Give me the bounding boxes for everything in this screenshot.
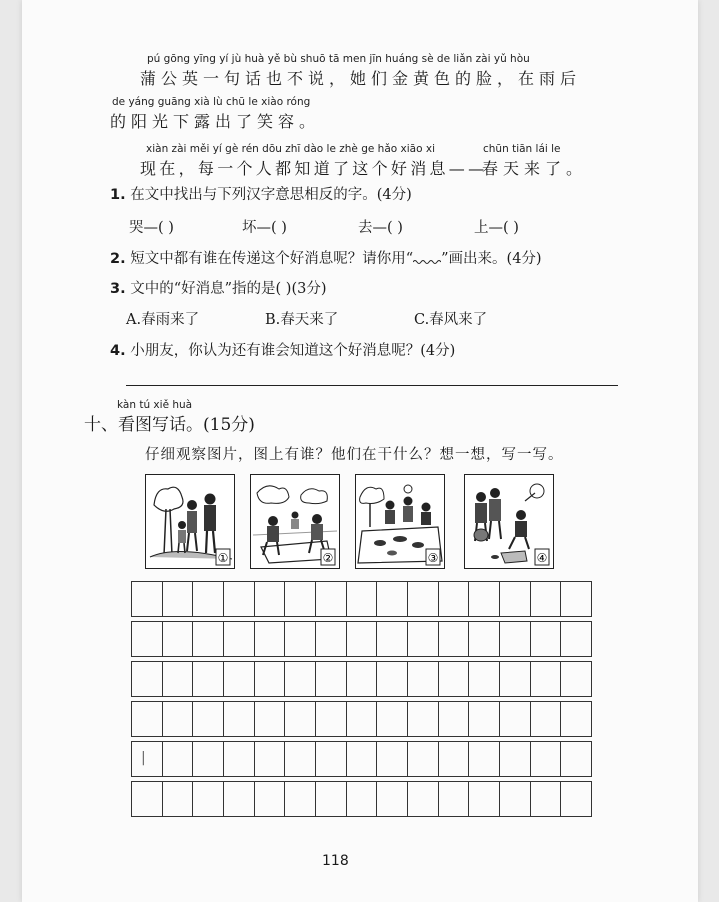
grid-cell[interactable] (132, 582, 163, 616)
grid-row (131, 701, 592, 737)
grid-cell[interactable] (377, 702, 408, 736)
question-1-number: 1. (110, 187, 126, 203)
grid-cell[interactable] (500, 742, 531, 776)
grid-cell[interactable] (224, 662, 255, 696)
section10-heading: 十、看图写话。(15分) (84, 415, 255, 435)
grid-cell[interactable] (347, 702, 378, 736)
grid-cell[interactable] (193, 582, 224, 616)
grid-cell[interactable] (316, 782, 347, 816)
passage-line2-pinyin: de yáng guāng xià lù chū le xiào róng (112, 96, 311, 108)
grid-cell[interactable] (224, 622, 255, 656)
section10-instruction: 仔细观察图片，图上有谁？他们在干什么？想一想，写一写。 (145, 447, 564, 463)
grid-cell[interactable] (132, 782, 163, 816)
question-3 (110, 277, 327, 298)
picnic-meal-illustration (356, 475, 444, 568)
grid-cell[interactable] (193, 662, 224, 696)
passage-line1-text: 蒲公英一句话也不说，她们金黄色的脸，在雨后 (140, 69, 582, 88)
passage-line3-pinyin-b: chūn tiān lái le (483, 143, 561, 155)
grid-cell[interactable] (132, 622, 163, 656)
question-3-text: 文中的“好消息”指的是( )(3分) (130, 281, 327, 297)
question-2-text-a: 短文中都有谁在传递这个好消息呢？请你用“ (130, 251, 414, 267)
grid-cell[interactable] (500, 622, 531, 656)
grid-cell[interactable] (439, 782, 470, 816)
question-2 (110, 247, 542, 268)
q1-item-4[interactable]: 上—( ) (474, 220, 519, 236)
cleaning-up-illustration (465, 475, 553, 568)
grid-cell[interactable] (561, 662, 591, 696)
grid-cell[interactable] (561, 782, 591, 816)
grid-cell[interactable] (469, 622, 500, 656)
grid-cell[interactable] (347, 742, 378, 776)
grid-cell[interactable] (163, 702, 194, 736)
grid-cell[interactable] (285, 742, 316, 776)
q1-item-2[interactable]: 坏—( ) (242, 220, 287, 236)
grid-cell[interactable] (255, 742, 286, 776)
grid-row (131, 781, 592, 817)
grid-cell[interactable] (469, 742, 500, 776)
q3-option-a[interactable]: A.春雨来了 (126, 312, 200, 328)
picture-2 (250, 474, 340, 569)
grid-cell[interactable] (469, 582, 500, 616)
question-3-number: 3. (110, 281, 126, 297)
grid-cell[interactable] (224, 702, 255, 736)
grid-cell[interactable] (285, 582, 316, 616)
grid-cell[interactable] (439, 742, 470, 776)
grid-cell[interactable] (408, 782, 439, 816)
grid-cell[interactable] (347, 622, 378, 656)
grid-cell[interactable] (531, 622, 562, 656)
grid-cell[interactable] (285, 622, 316, 656)
kids-spread-cloth-illustration (251, 475, 339, 568)
grid-cell[interactable] (316, 622, 347, 656)
picture-4 (464, 474, 554, 569)
grid-cell[interactable] (255, 582, 286, 616)
question-1-text: 在文中找出与下列汉字意思相反的字。(4分) (130, 187, 412, 203)
picture-3-label: ③ (427, 551, 439, 565)
grid-cell[interactable] (224, 782, 255, 816)
question-2-number: 2. (110, 251, 126, 267)
grid-cell[interactable] (255, 782, 286, 816)
page-number: 118 (322, 853, 349, 869)
picture-1 (145, 474, 235, 569)
q3-option-c[interactable]: C.春风来了 (414, 312, 488, 328)
grid-cell[interactable] (132, 742, 163, 776)
grid-cell[interactable] (408, 702, 439, 736)
picture-2-label: ② (322, 551, 334, 565)
grid-cell[interactable] (561, 582, 591, 616)
grid-cell[interactable] (347, 782, 378, 816)
grid-cell[interactable] (255, 702, 286, 736)
grid-cell[interactable] (531, 582, 562, 616)
question-4-text: 小朋友，你认为还有谁会知道这个好消息呢？(4分) (130, 343, 456, 359)
grid-cell[interactable] (439, 702, 470, 736)
grid-cell[interactable] (163, 622, 194, 656)
grid-cell[interactable] (285, 782, 316, 816)
worksheet-page (22, 0, 698, 902)
question-4 (110, 339, 455, 360)
grid-row (131, 661, 592, 697)
grid-cell[interactable] (347, 582, 378, 616)
grid-cell[interactable] (439, 582, 470, 616)
wavy-underline-icon (413, 259, 441, 265)
grid-cell[interactable] (255, 662, 286, 696)
grid-cell[interactable] (408, 582, 439, 616)
grid-cell[interactable] (132, 662, 163, 696)
grid-row (131, 581, 592, 617)
passage-line2-text: 的阳光下露出了笑容。 (110, 112, 321, 131)
grid-cell[interactable] (224, 742, 255, 776)
pencil-mark: | (141, 750, 146, 766)
grid-cell[interactable] (500, 702, 531, 736)
grid-cell[interactable] (316, 742, 347, 776)
grid-cell[interactable] (163, 742, 194, 776)
grid-cell[interactable] (193, 782, 224, 816)
grid-cell[interactable] (439, 662, 470, 696)
grid-cell[interactable] (377, 582, 408, 616)
q1-item-3[interactable]: 去—( ) (358, 220, 403, 236)
grid-cell[interactable] (163, 662, 194, 696)
grid-cell[interactable] (224, 582, 255, 616)
grid-cell[interactable] (255, 622, 286, 656)
grid-cell[interactable] (193, 622, 224, 656)
grid-cell[interactable] (469, 702, 500, 736)
passage-line3-text-b: 春天来了。 (482, 159, 588, 178)
passage-line3-text-a: 现在，每一个人都知道了这个好消息—— (140, 159, 488, 178)
grid-row (131, 741, 592, 777)
grid-cell[interactable] (531, 742, 562, 776)
grid-cell[interactable] (408, 622, 439, 656)
writing-grid[interactable] (131, 581, 592, 821)
passage-line3-pinyin: xiàn zài měi yí gè rén dōu zhī dào le zhè ge hǎo xiāo xi (146, 143, 435, 155)
grid-cell[interactable] (439, 622, 470, 656)
family-walk-illustration (146, 475, 234, 568)
grid-cell[interactable] (285, 702, 316, 736)
q3-option-b[interactable]: B.春天来了 (265, 312, 339, 328)
grid-cell[interactable] (469, 662, 500, 696)
grid-cell[interactable] (408, 662, 439, 696)
question-2-text-b: ”画出来。(4分) (441, 251, 542, 267)
section10-pinyin: kàn tú xiě huà (117, 399, 193, 411)
grid-cell[interactable] (193, 742, 224, 776)
grid-cell[interactable] (132, 702, 163, 736)
grid-cell[interactable] (531, 702, 562, 736)
grid-cell[interactable] (408, 742, 439, 776)
question-4-number: 4. (110, 343, 126, 359)
grid-cell[interactable] (285, 662, 316, 696)
grid-cell[interactable] (500, 582, 531, 616)
grid-cell[interactable] (500, 782, 531, 816)
passage-line1-pinyin: pú gōng yīng yí jù huà yě bù shuō tā men jīn huáng sè de liǎn zài yǔ hòu (147, 53, 530, 65)
grid-cell[interactable] (163, 782, 194, 816)
grid-cell[interactable] (500, 662, 531, 696)
picture-4-label: ④ (536, 551, 548, 565)
grid-cell[interactable] (377, 782, 408, 816)
grid-cell[interactable] (377, 622, 408, 656)
q4-answer-line[interactable] (126, 385, 618, 386)
q1-item-1[interactable]: 哭—( ) (129, 220, 174, 236)
grid-cell[interactable] (316, 662, 347, 696)
grid-cell[interactable] (561, 702, 591, 736)
grid-cell[interactable] (163, 582, 194, 616)
grid-row (131, 621, 592, 657)
grid-cell[interactable] (561, 742, 591, 776)
grid-cell[interactable] (193, 702, 224, 736)
grid-cell[interactable] (531, 662, 562, 696)
grid-cell[interactable] (316, 582, 347, 616)
grid-cell[interactable] (469, 782, 500, 816)
question-1 (110, 183, 412, 204)
picture-3 (355, 474, 445, 569)
grid-cell[interactable] (377, 742, 408, 776)
grid-cell[interactable] (377, 662, 408, 696)
grid-cell[interactable] (316, 702, 347, 736)
grid-cell[interactable] (561, 622, 591, 656)
picture-1-label: ① (217, 551, 229, 565)
grid-cell[interactable] (347, 662, 378, 696)
grid-cell[interactable] (531, 782, 562, 816)
